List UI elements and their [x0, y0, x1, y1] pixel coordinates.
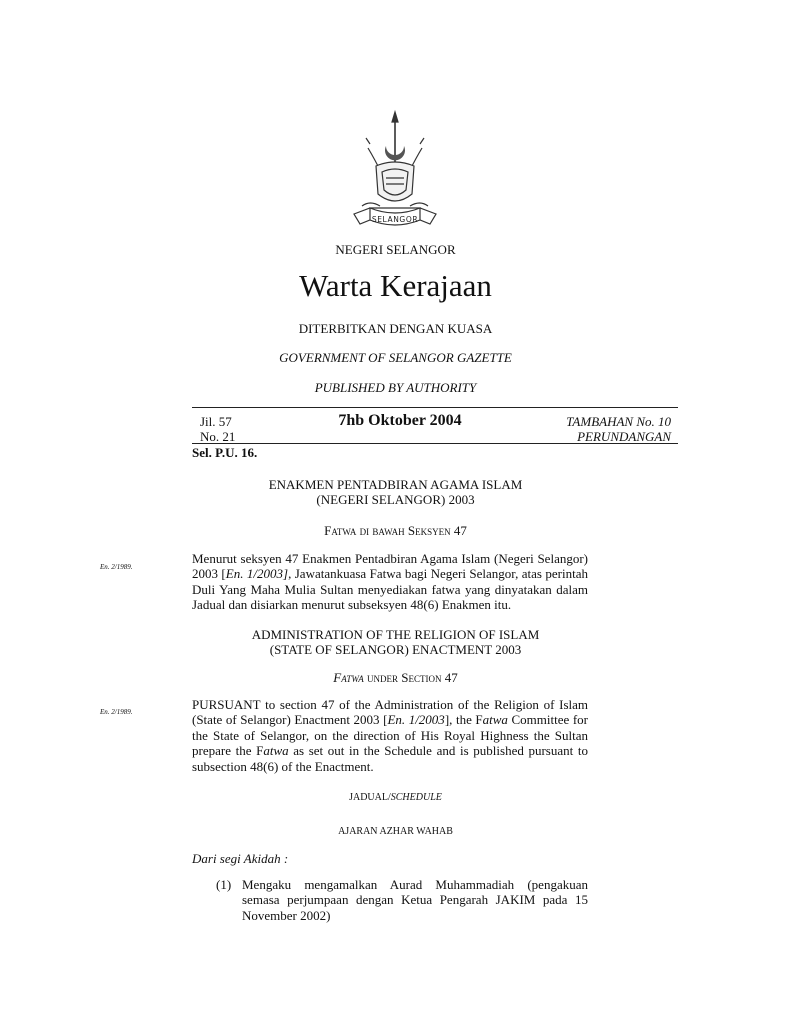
- schedule-subheading: Dari segi Akidah :: [192, 851, 289, 866]
- english-para-text-1: PURSUANT to section 47 of the Administration of the Religion of Islam (State of Selangor) Enactment 2003 [: [192, 697, 588, 728]
- malay-para-text-cont: , Jawatankuasa Fatwa bagi Negeri Selangor, atas perintah Duli Yang Maha Mulia Sultan menyediakan fatwa yang dinyatakan dalam Jadual dan disiarkan menurut subseksyen 48(6) Enakmen itu.: [192, 566, 588, 613]
- english-para-fatwa-1: atwa: [482, 712, 508, 728]
- malay-enactment-heading: [0, 477, 791, 507]
- supplement-category: PERUNDANGAN: [577, 429, 671, 444]
- malay-heading-line1: ENAKMEN PENTADBIRAN AGAMA ISLAM: [268, 477, 523, 492]
- schedule-label: [0, 792, 791, 803]
- malay-margin-note: En. 2/1989.: [100, 563, 133, 571]
- malay-subheading: Fatwa di bawah Seksyen 47: [324, 523, 467, 538]
- published-by-authority-malay: DITERBITKAN DENGAN KUASA: [298, 321, 493, 336]
- schedule-label-malay: JADUAL/: [349, 792, 391, 803]
- issue-number: No. 21: [200, 429, 236, 444]
- english-paragraph: [192, 697, 588, 774]
- gazette-name-english: GOVERNMENT OF SELANGOR GAZETTE: [279, 350, 512, 365]
- schedule-title: AJARAN AZHAR WAHAB: [338, 826, 453, 837]
- list-item: Mengaku mengamalkan Aurad Muhammadiah (pengakuan semasa perjumpaan dengan Ketua Pengarah JAKIM pada 15 November 2002): [242, 877, 588, 923]
- issue-volume-block: [200, 414, 235, 444]
- english-subheading-rest: under Section 47: [363, 670, 458, 685]
- emblem-banner-text: SELANGOR: [371, 215, 419, 224]
- english-para-fatwa-2: atwa: [263, 743, 289, 759]
- issue-date: 7hb Oktober 2004: [338, 412, 462, 429]
- malay-para-text: Menurut seksyen 47 Enakmen Pentadbiran Agama Islam (Negeri Selangor) 2003 [: [192, 551, 588, 582]
- english-para-reference: En. 1/2003: [387, 712, 445, 728]
- header-rule-bottom: [192, 443, 678, 444]
- selangor-crest-emblem: [340, 108, 450, 238]
- state-name: NEGERI SELANGOR: [335, 242, 456, 257]
- english-subheading: [0, 670, 791, 685]
- malay-paragraph: [192, 551, 588, 613]
- english-heading-line1: ADMINISTRATION OF THE RELIGION OF ISLAM: [251, 627, 540, 642]
- supplement-block: [566, 414, 671, 444]
- english-subheading-fatwa: Fatwa: [333, 670, 364, 685]
- volume-number: Jil. 57: [200, 414, 232, 429]
- english-heading-line2: (STATE OF SELANGOR) ENACTMENT 2003: [269, 642, 522, 657]
- english-para-text-3: Committee for the State of Selangor, on the direction of His Royal Highness the Sultan prepare the F: [192, 712, 588, 759]
- supplement-number: TAMBAHAN No. 10: [566, 414, 671, 429]
- published-by-authority-english: PUBLISHED BY AUTHORITY: [314, 380, 477, 395]
- header-rule-top: [192, 407, 678, 408]
- english-margin-note: En. 2/1989.: [100, 708, 133, 716]
- english-para-text-2: ], the F: [444, 712, 483, 728]
- malay-para-reference: En. 1/2003]: [225, 566, 289, 582]
- english-para-text-4: as set out in the Schedule and is published pursuant to subsection 48(6) of the Enactment.: [192, 743, 588, 774]
- sel-pu-number: Sel. P.U. 16.: [192, 445, 258, 460]
- list-item-number: (1): [216, 877, 232, 892]
- schedule-label-english: SCHEDULE: [390, 792, 442, 803]
- malay-heading-line2: (NEGERI SELANGOR) 2003: [316, 492, 475, 507]
- gazette-title: Warta Kerajaan: [299, 268, 492, 303]
- english-enactment-heading: [0, 627, 791, 657]
